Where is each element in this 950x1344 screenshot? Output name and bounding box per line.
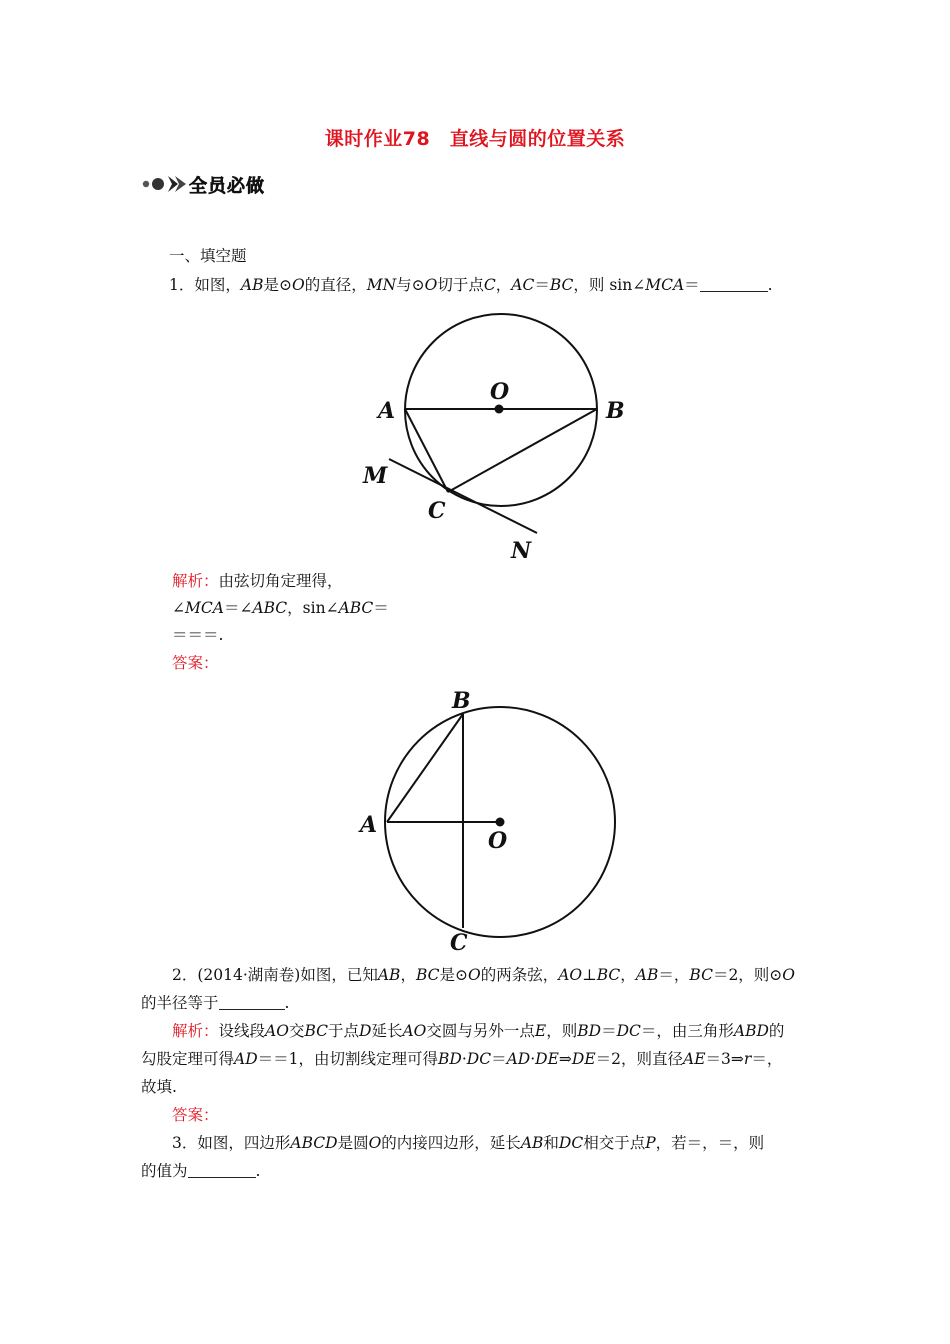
label-a: A	[378, 398, 396, 424]
label-b: B	[452, 688, 471, 714]
question-3-line-2: 的值为 .	[141, 1162, 261, 1180]
question-2-line-2: 的半径等于 .	[141, 994, 290, 1012]
label-m: M	[363, 463, 388, 489]
q1-analysis-line-3: ＝＝＝.	[172, 626, 224, 644]
q2-analysis-line-2: 勾股定理可得AD＝＝1，由切割线定理可得BD·DC＝AD·DE⇒DE＝2，则直径AE＝3⇒r＝，	[141, 1050, 783, 1068]
chord-ac	[405, 409, 448, 492]
label-n: N	[511, 538, 532, 564]
label-o: O	[488, 828, 508, 854]
analysis-label: 解析：	[172, 572, 219, 590]
q2-analysis-line-1: 解析：设线段AO交BC于点D延长AO交圆与另外一点E，则BD＝DC＝，由三角形ABD的	[172, 1022, 785, 1040]
figure-2-circle-chords	[355, 684, 625, 956]
label-c: C	[428, 498, 446, 524]
question-2-line-1: 2．(2014·湖南卷)如图，已知AB，BC是⊙O的两条弦，AO⊥BC，AB＝，BC＝2，则⊙O	[172, 966, 796, 984]
center-point	[495, 405, 504, 414]
question-number: 1．	[169, 276, 195, 294]
answer-blank	[219, 993, 285, 1010]
banner-dot-small-icon	[143, 181, 149, 187]
question-number: 3．	[172, 1134, 198, 1152]
q2-analysis-line-3: 故填.	[141, 1078, 177, 1096]
q1-analysis-line-1: 解析：由弦切角定理得，	[172, 572, 343, 590]
page-title: 课时作业78 直线与圆的位置关系	[324, 128, 626, 150]
q2-answer-label: 答案：	[172, 1106, 219, 1124]
banner-dot-large-icon	[152, 178, 164, 190]
section-banner	[141, 172, 301, 196]
label-c: C	[450, 930, 468, 956]
label-b: B	[606, 398, 625, 424]
q1-analysis-line-2: ∠MCA＝∠ABC，sin∠ABC＝	[172, 599, 389, 617]
question-3-line-1: 3．如图，四边形ABCD是圆O的内接四边形，延长AB和DC相交于点P，若＝，＝，则	[172, 1134, 765, 1152]
figure-1-circle-tangent	[355, 305, 655, 570]
chord-bc	[448, 409, 597, 492]
question-1-text: 1．如图，AB是⊙O的直径，MN与⊙O切于点C，AC＝BC，则 sin∠MCA＝ .	[169, 276, 773, 294]
q1-answer-label: 答案：	[172, 654, 219, 672]
label-o: O	[490, 379, 510, 405]
center-point	[496, 818, 505, 827]
analysis-label: 解析：	[172, 1022, 219, 1040]
question-number: 2．	[172, 966, 198, 984]
label-a: A	[360, 812, 378, 838]
answer-blank	[700, 275, 768, 292]
banner-label: 全员必做	[189, 176, 265, 197]
section-heading: 一、填空题	[169, 247, 247, 265]
tangent-mn	[389, 459, 537, 533]
answer-blank	[188, 1161, 256, 1178]
